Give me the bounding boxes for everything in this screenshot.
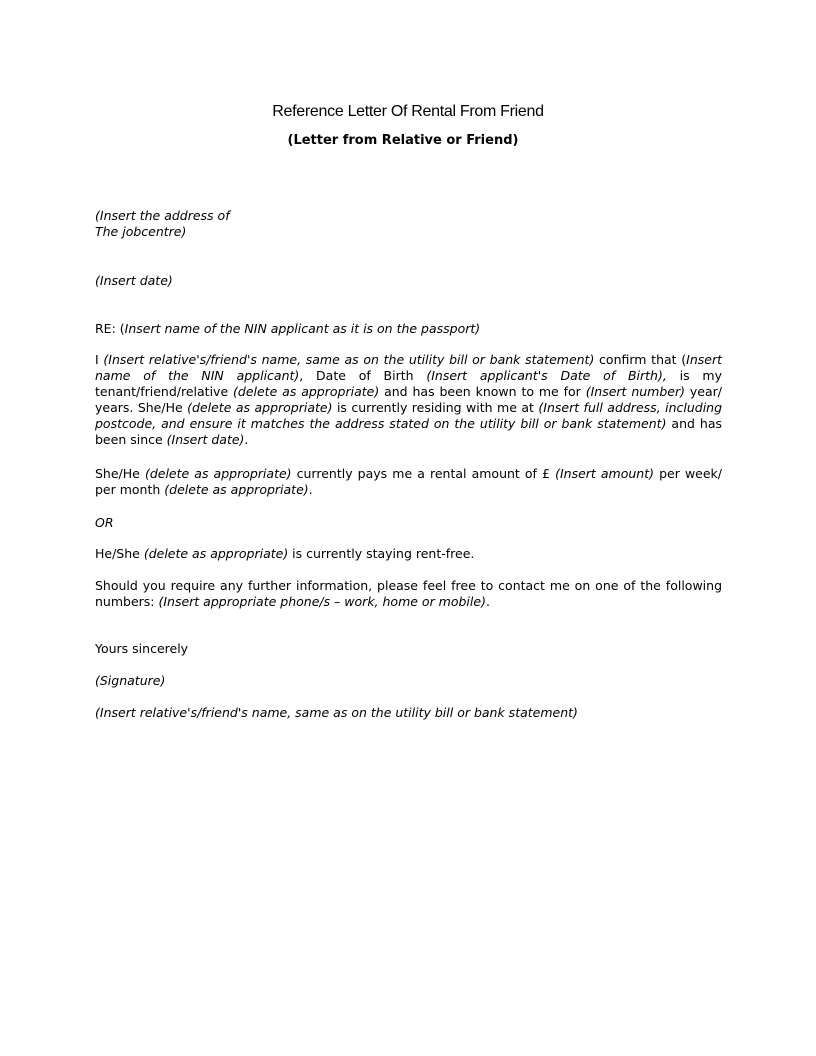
para1-placeholder: (Insert relative's/friend's name, same as on the utility bill or bank statement) [103,352,595,367]
para4-text: Should you require any further information, please feel free to contact me on one of the following numbers: [95,578,722,609]
address-block [95,208,722,240]
paragraph-rental [95,466,722,498]
para3-text: is currently staying rent-free. [288,546,475,561]
re-line [95,321,722,337]
para3-text: He/She [95,546,144,561]
document-subtitle: (Letter from Relative or Friend) [287,133,519,148]
para2-placeholder: (Insert amount) [555,466,655,481]
document-title: Reference Letter Of Rental From Friend [272,103,544,120]
name-line: (Insert relative's/friend's name, same as on the utility bill or bank statement) [95,705,578,720]
paragraph-contact [95,578,722,610]
para1-placeholder: (Insert full address, including postcode, and ensure it matches the address stated on the utility bill or bank statement) [95,400,723,431]
para1-text: year/ years. She/He [95,384,722,415]
para1-placeholder: (delete as appropriate) [233,384,380,399]
para1-placeholder: (Insert date) [166,432,245,447]
address-line-1: (Insert the address of [95,208,230,223]
para1-text: I [95,352,104,367]
or-line: OR [95,515,114,530]
para4-placeholder: (Insert appropriate phone/s – work, home or mobile) [158,594,486,609]
para3-placeholder: (delete as appropriate) [143,546,289,561]
closing-line: Yours sincerely [95,641,189,656]
re-prefix: RE: ( [95,321,125,336]
para2-text: currently pays me a rental amount of £ [291,466,556,481]
para1-placeholder: (Insert number) [585,384,685,399]
para1-text: and has been known to me for [379,384,586,399]
address-line-2: The jobcentre) [95,224,187,239]
para1-text: is my tenant/friend/relative [95,368,722,399]
paragraph-confirmation [95,352,722,448]
para1-placeholder: Insert name of the NIN applicant) [95,352,722,383]
para1-placeholder: (Insert applicant's Date of Birth), [426,368,667,383]
para2-placeholder: (delete as appropriate) [164,482,309,497]
para1-text: confirm that ( [594,352,687,367]
para1-text: , Date of Birth [299,368,427,383]
re-placeholder: Insert name of the NIN applicant as it is on the passport) [124,321,481,336]
paragraph-rent-free [95,546,722,562]
para2-text: . [308,482,313,497]
para1-placeholder: (delete as appropriate) [187,400,333,415]
para1-text: is currently residing with me at [332,400,539,415]
date-line: (Insert date) [95,273,173,288]
para2-text: She/He [95,466,145,481]
para4-text: . [485,594,490,609]
para2-text: per week/ per month [95,466,723,497]
para1-text: . [244,432,249,447]
para2-placeholder: (delete as appropriate) [144,466,292,481]
para1-text: and has been since [95,416,723,447]
signature-line: (Signature) [95,673,166,688]
